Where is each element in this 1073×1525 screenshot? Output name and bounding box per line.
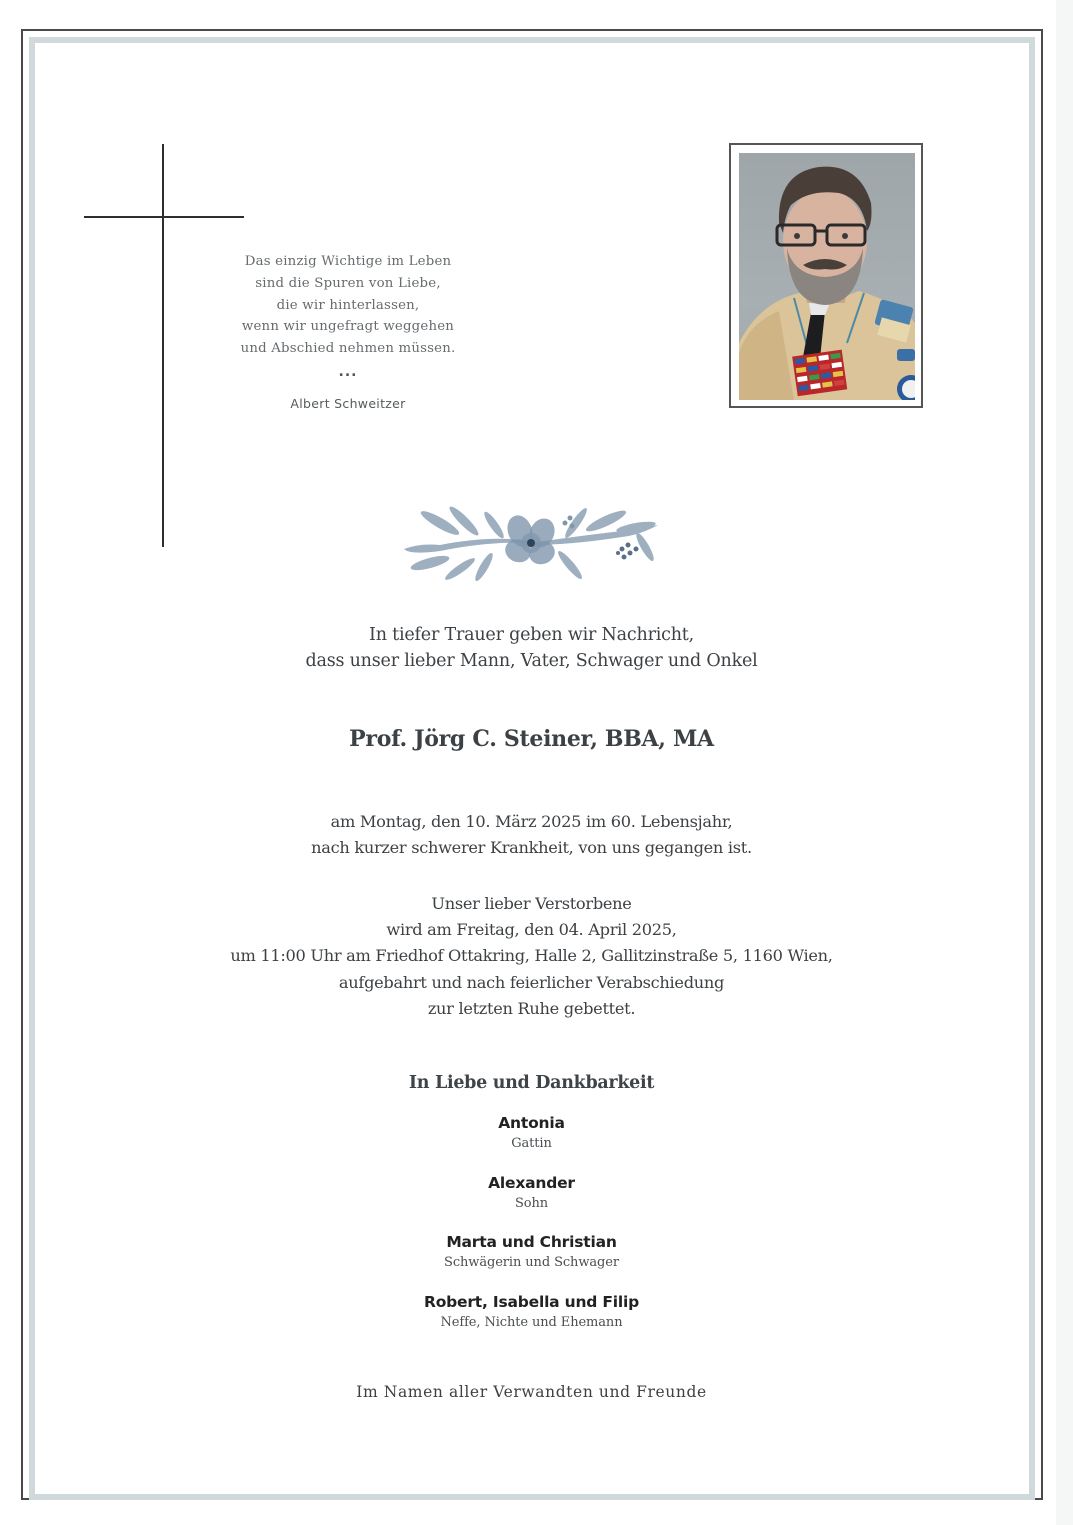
quote-line: wenn wir ungefragt weggehen	[241, 319, 455, 335]
mourners-heading: In Liebe und Dankbarkeit	[408, 1073, 655, 1093]
mourner-relation: Schwägerin und Schwager	[444, 1255, 619, 1270]
death-line: nach kurzer schwerer Krankheit, von uns gegangen ist.	[311, 838, 752, 857]
mourners-list	[300, 1112, 763, 1350]
portrait-photo	[739, 153, 915, 400]
cross-horizontal-line	[84, 216, 244, 218]
quote-line: und Abschied nehmen müssen.	[240, 341, 456, 357]
deceased-name: Prof. Jörg C. Steiner, BBA, MA	[349, 726, 714, 752]
mourner-item	[300, 1291, 763, 1351]
funeral-line: wird am Freitag, den 04. April 2025,	[386, 920, 677, 940]
portrait-illustration-icon	[739, 153, 915, 400]
funeral-line: Unser lieber Verstorbene	[431, 894, 632, 913]
mourner-name: Alexander	[488, 1173, 575, 1192]
quote-separator: ...	[338, 364, 358, 380]
page-edge-strip	[1056, 0, 1073, 1525]
mourner-name: Antonia	[498, 1114, 565, 1132]
intro-line: In tiefer Trauer geben wir Nachricht,	[368, 625, 695, 645]
quote-line: sind die Spuren von Liebe,	[255, 275, 441, 291]
cross-vertical-line	[162, 144, 164, 547]
mourner-item	[300, 1112, 763, 1172]
intro-line: dass unser lieber Mann, Vater, Schwager und Onkel	[305, 651, 758, 671]
quote-line: Das einzig Wichtige im Leben	[244, 254, 452, 269]
funeral-line: aufgebahrt und nach feierlicher Verabschiedung	[338, 972, 725, 992]
death-notice	[150, 809, 913, 861]
quote-text	[212, 251, 484, 360]
quote-line: die wir hinterlassen,	[276, 297, 420, 313]
mourner-relation: Neffe, Nichte und Ehemann	[440, 1314, 623, 1330]
funeral-details	[150, 891, 913, 1022]
funeral-line: um 11:00 Uhr am Friedhof Ottakring, Halle 2, Gallitzinstraße 5, 1160 Wien,	[230, 946, 833, 966]
mourner-name: Robert, Isabella und Filip	[423, 1292, 640, 1311]
mourner-name: Marta und Christian	[446, 1233, 617, 1251]
floral-ornament-icon	[400, 503, 662, 583]
closing-line: Im Namen aller Verwandten und Freunde	[356, 1383, 707, 1401]
mourner-item	[300, 1231, 763, 1291]
announcement-intro	[200, 622, 863, 674]
mourner-relation: Sohn	[514, 1195, 549, 1211]
funeral-line: zur letzten Ruhe gebettet.	[427, 998, 636, 1018]
mourner-relation: Gattin	[511, 1136, 552, 1151]
mourner-item	[300, 1172, 763, 1232]
death-line: am Montag, den 10. März 2025 im 60. Lebensjahr,	[330, 812, 733, 831]
portrait-photo-frame	[729, 143, 923, 408]
quote-author: Albert Schweitzer	[290, 396, 406, 411]
